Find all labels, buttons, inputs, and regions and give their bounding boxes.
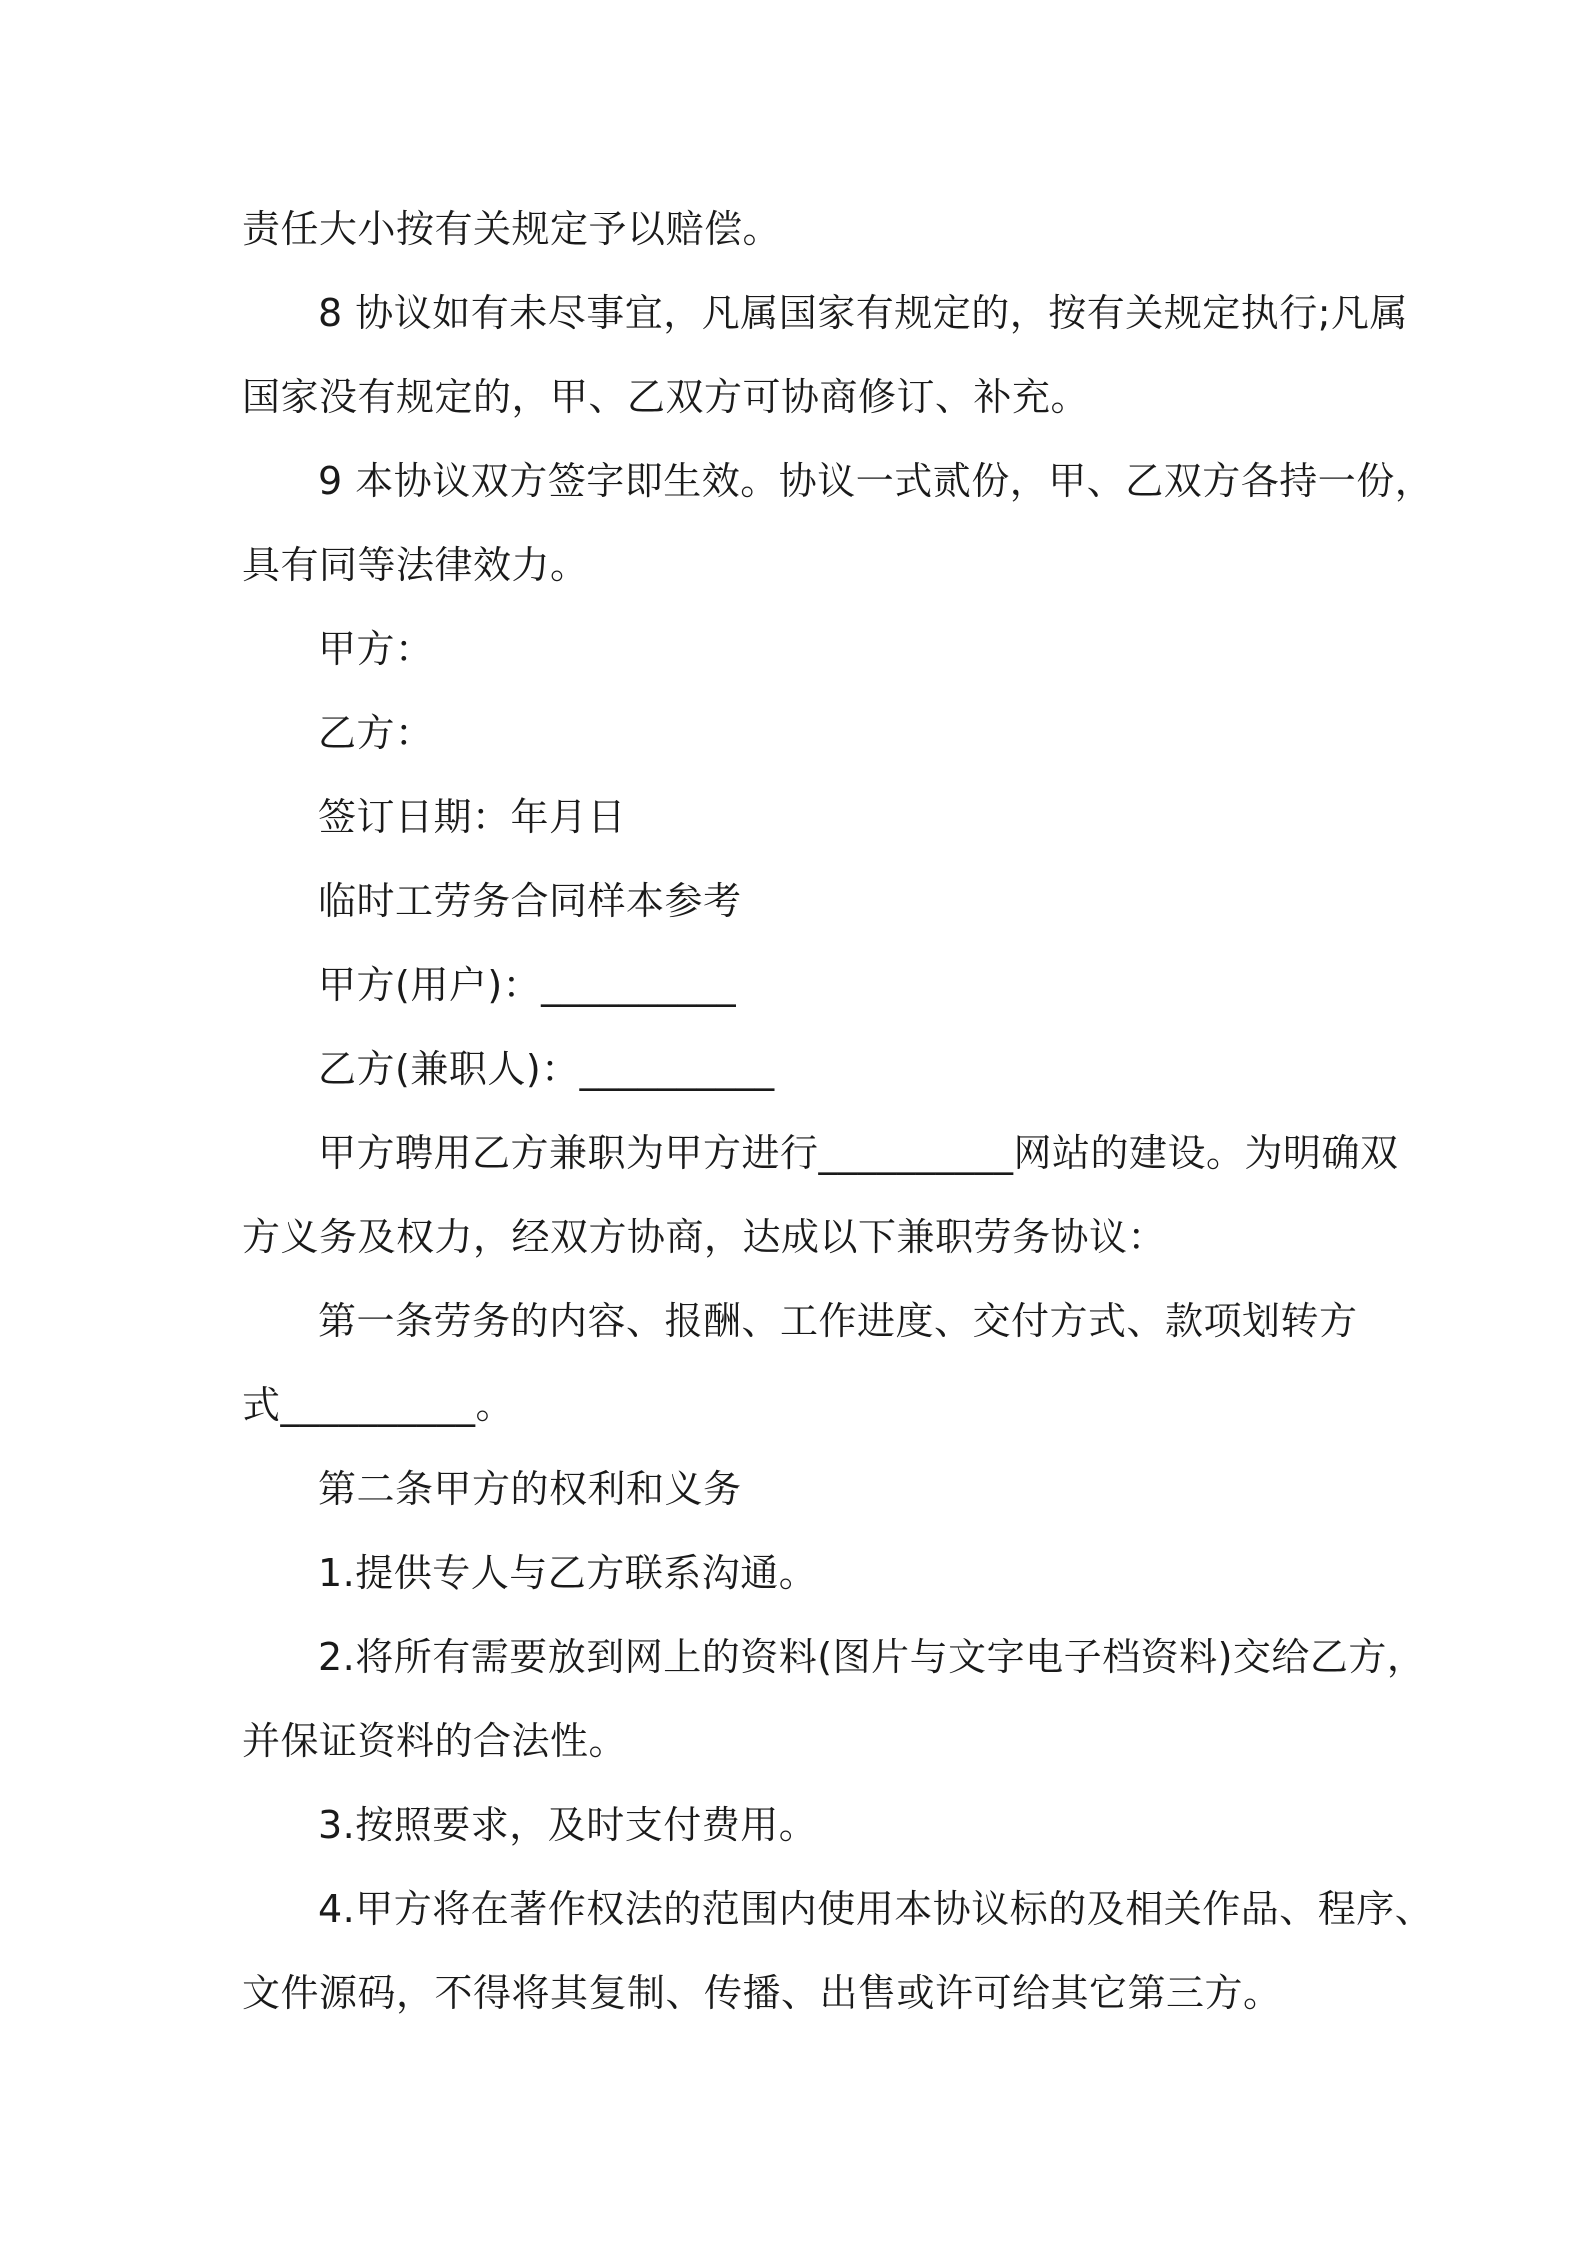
text-line: 甲方聘用乙方兼职为甲方进行__________网站的建设。为明确双 [318,1131,1399,1175]
text-line: 甲方(用户)：__________ [318,963,737,1007]
text-line: 乙方(兼职人)：__________ [318,1047,775,1091]
text-line: 方义务及权力，经双方协商，达成以下兼职劳务协议： [242,1215,1167,1259]
text-line: 甲方： [318,627,434,671]
text-line: 第二条甲方的权利和义务 [318,1467,742,1511]
text-line: 4.甲方将在著作权法的范围内使用本协议标的及相关作品、程序、 [318,1887,1434,1931]
text-line: 并保证资料的合法性。 [242,1719,628,1763]
text-line: 1.提供专人与乙方联系沟通。 [318,1551,818,1595]
text-line: 9 本协议双方签字即生效。协议一式贰份，甲、乙双方各持一份， [318,459,1434,503]
text-line: 签订日期：年月日 [318,795,627,839]
text-line: 文件源码，不得将其复制、传播、出售或许可给其它第三方。 [242,1971,1282,2015]
text-line: 国家没有规定的，甲、乙双方可协商修订、补充。 [242,375,1090,419]
text-line: 第一条劳务的内容、报酬、工作进度、交付方式、款项划转方 [318,1299,1358,1343]
text-line: 8 协议如有未尽事宜，凡属国家有规定的，按有关规定执行;凡属 [318,291,1409,335]
text-line: 具有同等法律效力。 [242,543,589,587]
text-line: 临时工劳务合同样本参考 [318,879,742,923]
text-line: 乙方： [318,711,434,755]
text-line: 2.将所有需要放到网上的资料(图片与文字电子档资料)交给乙方， [318,1635,1426,1679]
text-line: 责任大小按有关规定予以赔偿。 [242,207,782,251]
text-line: 3.按照要求，及时支付费用。 [318,1803,818,1847]
text-line: 式__________。 [242,1383,515,1427]
